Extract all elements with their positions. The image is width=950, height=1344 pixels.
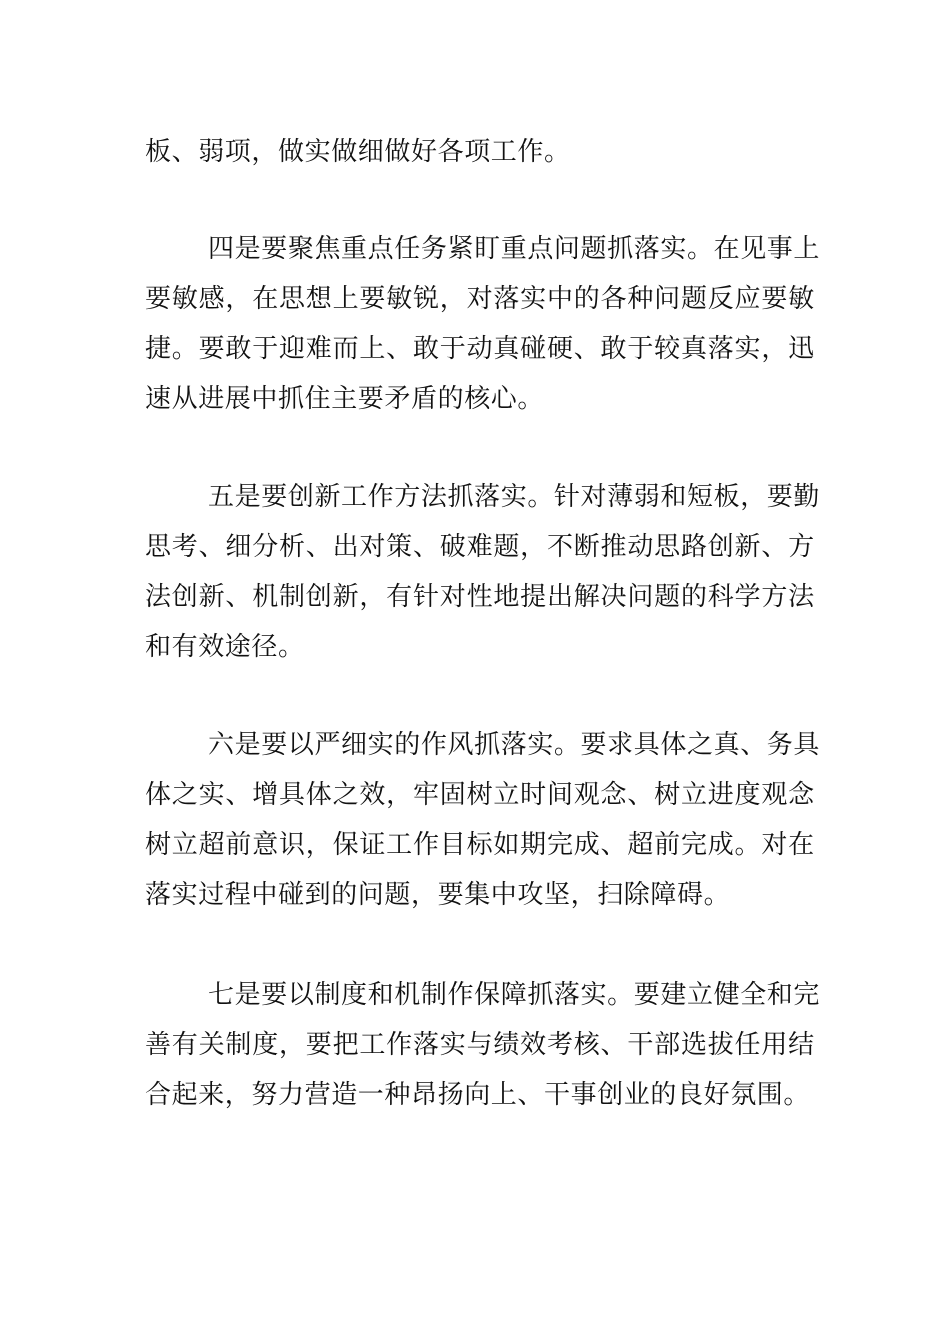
- char: 落: [707, 334, 735, 364]
- char: 具: [793, 730, 821, 760]
- char: 和: [766, 980, 794, 1010]
- char: 任: [394, 234, 421, 264]
- char: 部: [654, 1030, 681, 1060]
- char: 间: [546, 780, 574, 810]
- char: 四: [208, 234, 235, 264]
- char: 分: [252, 532, 279, 562]
- char: 在: [252, 284, 279, 314]
- paragraph-4-line-1: [208, 229, 821, 269]
- char: 于: [439, 334, 467, 364]
- char: 要: [305, 1030, 333, 1060]
- char: 重: [341, 234, 368, 264]
- char: 如: [493, 830, 520, 860]
- char: 、: [198, 532, 226, 562]
- char: 点: [367, 234, 395, 264]
- char: 六: [208, 730, 235, 760]
- char: 抓: [607, 234, 634, 264]
- char: 选: [680, 1030, 708, 1060]
- char: 前: [654, 830, 681, 860]
- char: 作: [447, 980, 475, 1010]
- char: 是: [234, 730, 262, 760]
- char: ，: [520, 532, 547, 562]
- char: 增: [252, 780, 279, 810]
- char: ，: [761, 334, 788, 364]
- char: 要: [261, 730, 288, 760]
- char: 针: [553, 482, 581, 512]
- char: 思: [654, 532, 681, 562]
- char: 地: [493, 582, 520, 612]
- char: 硬: [546, 334, 574, 364]
- char: ，: [740, 482, 767, 512]
- char: 作: [420, 730, 448, 760]
- char: 上: [359, 334, 386, 364]
- char: 方: [394, 482, 421, 512]
- char: 板: [713, 482, 741, 512]
- char: 和: [660, 482, 687, 512]
- char: 对: [761, 830, 788, 860]
- char: 度: [252, 1030, 279, 1060]
- char: 务: [766, 730, 794, 760]
- paragraph-4-line-2: [145, 279, 815, 319]
- char: 考: [171, 532, 199, 562]
- char: 、: [761, 532, 788, 562]
- char: 度: [734, 780, 762, 810]
- paragraph-3-line-end: 板、弱项，做实做细做好各项工作。: [145, 137, 571, 167]
- char: 目: [439, 830, 467, 860]
- paragraph-7-line-1: [208, 975, 821, 1015]
- char: 机: [394, 980, 421, 1010]
- char: 。: [607, 980, 634, 1010]
- char: 路: [680, 532, 708, 562]
- char: 科: [707, 582, 735, 612]
- char: 立: [686, 980, 714, 1010]
- char: 真: [680, 334, 708, 364]
- char: 七: [208, 980, 235, 1010]
- char: ，: [278, 1030, 306, 1060]
- char: 进: [707, 780, 735, 810]
- char: 对: [359, 532, 386, 562]
- char: 题: [680, 284, 708, 314]
- char: 念: [600, 780, 628, 810]
- char: 真: [493, 334, 520, 364]
- char: 落: [474, 482, 501, 512]
- char: 观: [761, 780, 788, 810]
- char: 思: [278, 284, 306, 314]
- char: 制: [420, 980, 448, 1010]
- char: 而: [332, 334, 360, 364]
- char: 作: [386, 1030, 413, 1060]
- char: 保: [474, 980, 501, 1010]
- paragraph-6-line-4: 落实过程中碰到的问题，要集中攻坚，扫除障碍。: [145, 880, 731, 910]
- char: 方: [788, 532, 815, 562]
- char: 问: [553, 234, 581, 264]
- char: 在: [788, 830, 815, 860]
- char: 想: [305, 284, 333, 314]
- char: 工: [359, 1030, 386, 1060]
- char: 作: [412, 830, 440, 860]
- char: 五: [208, 482, 235, 512]
- paragraph-4-line-3: [145, 329, 815, 369]
- char: 感: [198, 284, 226, 314]
- char: 动: [627, 532, 654, 562]
- char: 落: [493, 284, 520, 314]
- char: 意: [252, 830, 279, 860]
- char: 。: [171, 334, 199, 364]
- char: 求: [607, 730, 634, 760]
- char: 断: [573, 532, 601, 562]
- char: 障: [500, 980, 528, 1010]
- char: 牢: [412, 780, 440, 810]
- char: 敏: [171, 284, 199, 314]
- char: 落: [412, 1030, 440, 1060]
- char: 出: [546, 582, 574, 612]
- char: 实: [527, 730, 554, 760]
- char: 创: [287, 482, 315, 512]
- char: 把: [332, 1030, 360, 1060]
- char: 务: [420, 234, 448, 264]
- char: 对: [580, 482, 608, 512]
- char: 较: [654, 334, 681, 364]
- char: 、: [225, 780, 252, 810]
- char: 捷: [145, 334, 172, 364]
- char: 树: [654, 780, 681, 810]
- char: 解: [573, 582, 601, 612]
- char: 要: [359, 284, 386, 314]
- char: 任: [734, 1030, 762, 1060]
- char: 细: [225, 532, 252, 562]
- char: 新: [734, 532, 762, 562]
- char: 具: [633, 730, 661, 760]
- char: 成: [707, 830, 735, 860]
- char: 拔: [707, 1030, 735, 1060]
- char: 焦: [314, 234, 342, 264]
- char: 法: [145, 582, 172, 612]
- char: 对: [466, 284, 494, 314]
- char: 实: [439, 1030, 467, 1060]
- char: 学: [734, 582, 762, 612]
- char: 真: [713, 730, 741, 760]
- char: 全: [740, 980, 767, 1010]
- char: 。: [734, 830, 762, 860]
- char: 抓: [474, 730, 501, 760]
- char: 以: [287, 730, 315, 760]
- char: 紧: [447, 234, 475, 264]
- char: 破: [439, 532, 467, 562]
- char: 新: [314, 482, 342, 512]
- char: 细: [341, 730, 368, 760]
- char: 的: [573, 284, 601, 314]
- char: 敏: [386, 284, 413, 314]
- char: 核: [573, 1030, 601, 1060]
- char: 的: [394, 730, 421, 760]
- char: 、: [740, 730, 767, 760]
- paragraph-5-line-2: [145, 527, 815, 567]
- char: 、: [600, 1030, 628, 1060]
- char: 和: [367, 980, 395, 1010]
- char: 薄: [607, 482, 634, 512]
- char: 题: [580, 234, 608, 264]
- char: 念: [788, 780, 815, 810]
- char: 体: [660, 730, 687, 760]
- char: 种: [627, 284, 654, 314]
- char: 、: [600, 830, 628, 860]
- char: 抓: [447, 482, 475, 512]
- char: 、: [225, 582, 252, 612]
- char: 前: [225, 830, 252, 860]
- char: 实: [500, 482, 528, 512]
- char: 盯: [474, 234, 501, 264]
- char: 实: [734, 334, 762, 364]
- char: 、: [573, 334, 601, 364]
- char: 风: [447, 730, 475, 760]
- char: 不: [546, 532, 574, 562]
- char: ，: [439, 284, 467, 314]
- char: 创: [305, 582, 333, 612]
- char: 决: [600, 582, 628, 612]
- char: 期: [520, 830, 547, 860]
- char: 之: [332, 780, 360, 810]
- char: 的: [680, 582, 708, 612]
- char: 实: [580, 980, 608, 1010]
- char: 碰: [520, 334, 547, 364]
- char: 之: [171, 780, 199, 810]
- char: 创: [171, 582, 199, 612]
- char: 。: [553, 730, 581, 760]
- char: 树: [466, 780, 494, 810]
- char: 是: [234, 482, 262, 512]
- char: 出: [332, 532, 360, 562]
- char: 法: [788, 582, 815, 612]
- char: 要: [261, 482, 288, 512]
- char: 敏: [788, 284, 815, 314]
- paragraph-6-line-2: [145, 775, 815, 815]
- char: 要: [761, 284, 788, 314]
- char: 难: [305, 334, 333, 364]
- char: 识: [278, 830, 306, 860]
- char: 用: [761, 1030, 788, 1060]
- char: 各: [600, 284, 628, 314]
- paragraph-5-line-4: 和有效途径。: [145, 632, 305, 662]
- char: 针: [412, 582, 440, 612]
- char: 成: [573, 830, 601, 860]
- char: 中: [546, 284, 574, 314]
- char: 要: [766, 482, 794, 512]
- char: 、: [305, 532, 333, 562]
- char: ，: [359, 582, 386, 612]
- char: 效: [359, 780, 386, 810]
- char: 树: [145, 830, 172, 860]
- char: 超: [198, 830, 226, 860]
- char: 落: [553, 980, 581, 1010]
- char: 上: [793, 234, 821, 264]
- char: 标: [466, 830, 494, 860]
- paragraph-4-line-4: 速从进展中抓住主要矛盾的核心。: [145, 384, 545, 414]
- char: ，: [386, 780, 413, 810]
- char: 要: [261, 234, 288, 264]
- char: 观: [573, 780, 601, 810]
- char: 落: [633, 234, 661, 264]
- char: 性: [466, 582, 494, 612]
- char: 实: [660, 234, 687, 264]
- char: 短: [686, 482, 714, 512]
- char: 制: [314, 980, 342, 1010]
- char: 具: [278, 780, 306, 810]
- char: 要: [633, 980, 661, 1010]
- char: 问: [654, 284, 681, 314]
- char: 制: [225, 1030, 252, 1060]
- char: 问: [627, 582, 654, 612]
- char: 题: [654, 582, 681, 612]
- char: 于: [252, 334, 279, 364]
- char: 于: [627, 334, 654, 364]
- char: 见: [740, 234, 767, 264]
- char: 实: [520, 284, 547, 314]
- char: 锐: [412, 284, 440, 314]
- char: 动: [466, 334, 494, 364]
- char: 保: [332, 830, 360, 860]
- char: 创: [707, 532, 735, 562]
- char: 。: [686, 234, 714, 264]
- char: 关: [198, 1030, 226, 1060]
- char: 、: [412, 532, 440, 562]
- char: 新: [198, 582, 226, 612]
- char: 推: [600, 532, 628, 562]
- char: 严: [314, 730, 342, 760]
- char: 敢: [600, 334, 628, 364]
- char: 制: [278, 582, 306, 612]
- char: 干: [627, 1030, 654, 1060]
- char: 是: [234, 234, 262, 264]
- char: 敢: [412, 334, 440, 364]
- char: 实: [367, 730, 395, 760]
- char: 善: [145, 1030, 172, 1060]
- char: 立: [493, 780, 520, 810]
- char: 作: [367, 482, 395, 512]
- char: 思: [145, 532, 172, 562]
- char: 点: [527, 234, 554, 264]
- char: 体: [305, 780, 333, 810]
- char: 对: [439, 582, 467, 612]
- paragraph-5-line-1: [208, 477, 821, 517]
- char: 健: [713, 980, 741, 1010]
- char: 。: [527, 482, 554, 512]
- char: 敢: [225, 334, 252, 364]
- char: 、: [627, 780, 654, 810]
- char: 考: [546, 1030, 574, 1060]
- char: 应: [734, 284, 762, 314]
- char: 之: [686, 730, 714, 760]
- char: 以: [287, 980, 315, 1010]
- char: 体: [145, 780, 172, 810]
- char: 完: [793, 980, 821, 1010]
- char: 度: [341, 980, 368, 1010]
- paragraph-7-line-3: 合起来，努力营造一种昂扬向上、干事创业的良好氛围。: [145, 1080, 811, 1110]
- paragraph-6-line-3: [145, 825, 815, 865]
- char: 难: [466, 532, 494, 562]
- char: 是: [234, 980, 262, 1010]
- char: 工: [341, 482, 368, 512]
- char: 勤: [793, 482, 821, 512]
- char: 要: [261, 980, 288, 1010]
- char: 法: [420, 482, 448, 512]
- char: ，: [305, 830, 333, 860]
- char: 上: [332, 284, 360, 314]
- char: 析: [278, 532, 306, 562]
- char: 绩: [493, 1030, 520, 1060]
- char: 落: [500, 730, 528, 760]
- char: 效: [520, 1030, 547, 1060]
- char: 固: [439, 780, 467, 810]
- char: 立: [171, 830, 199, 860]
- char: 建: [660, 980, 687, 1010]
- char: 抓: [527, 980, 554, 1010]
- char: 事: [766, 234, 794, 264]
- char: 机: [252, 582, 279, 612]
- paragraph-5-line-3: [145, 577, 815, 617]
- char: 超: [627, 830, 654, 860]
- char: 题: [493, 532, 520, 562]
- char: 方: [761, 582, 788, 612]
- char: 在: [713, 234, 741, 264]
- char: 实: [198, 780, 226, 810]
- paragraph-6-line-1: [208, 725, 821, 765]
- char: 有: [386, 582, 413, 612]
- char: 提: [520, 582, 547, 612]
- char: 聚: [287, 234, 315, 264]
- char: 要: [580, 730, 608, 760]
- char: ，: [225, 284, 252, 314]
- char: 完: [680, 830, 708, 860]
- char: 弱: [633, 482, 661, 512]
- char: 要: [145, 284, 172, 314]
- char: 与: [466, 1030, 494, 1060]
- char: 证: [359, 830, 386, 860]
- char: 工: [386, 830, 413, 860]
- char: 迎: [278, 334, 306, 364]
- paragraph-7-line-2: [145, 1025, 815, 1065]
- char: 要: [198, 334, 226, 364]
- char: 新: [332, 582, 360, 612]
- char: 迅: [788, 334, 815, 364]
- char: 有: [171, 1030, 199, 1060]
- char: 结: [788, 1030, 815, 1060]
- char: 策: [386, 532, 413, 562]
- char: 反: [707, 284, 735, 314]
- char: 完: [546, 830, 574, 860]
- char: 时: [520, 780, 547, 810]
- char: 、: [386, 334, 413, 364]
- char: 立: [680, 780, 708, 810]
- char: 重: [500, 234, 528, 264]
